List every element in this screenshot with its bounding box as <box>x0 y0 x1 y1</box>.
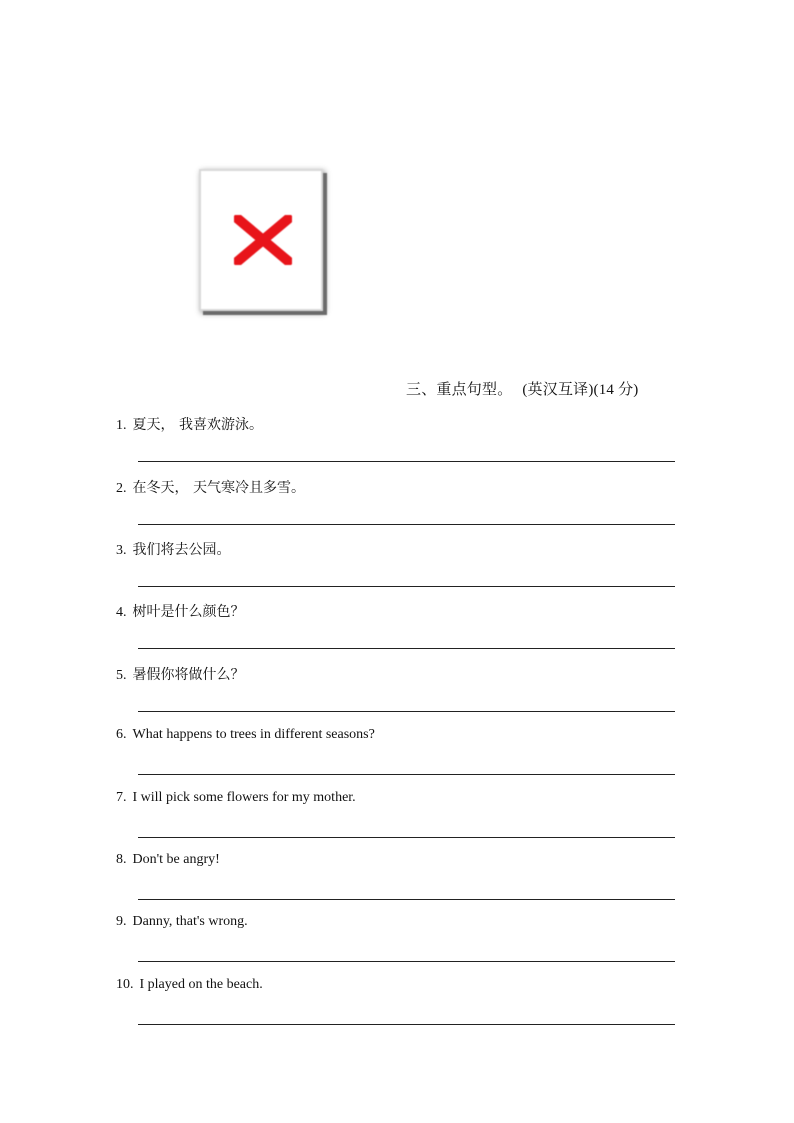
question-text: 树叶是什么颜色？ <box>132 604 245 620</box>
question-prompt <box>116 914 248 930</box>
question-prompt <box>116 601 245 621</box>
answer-line[interactable] <box>138 586 675 587</box>
question-text: 暑假你将做什么？ <box>132 667 245 683</box>
section-title <box>406 378 638 399</box>
question-number: 6. <box>116 727 127 742</box>
section-title-cn: 三、重点句型。 <box>406 380 513 398</box>
question-prompt <box>116 977 263 993</box>
question-prompt <box>116 664 245 684</box>
question-prompt <box>116 477 305 497</box>
question-number: 1. <box>116 418 127 433</box>
answer-line[interactable] <box>138 774 675 775</box>
question-2 <box>116 477 676 541</box>
answer-line[interactable] <box>138 1024 675 1025</box>
question-9 <box>116 914 676 978</box>
question-text: I will pick some flowers for my mother. <box>132 790 356 805</box>
question-text: I played on the beach. <box>139 977 263 992</box>
question-prompt <box>116 852 220 868</box>
question-number: 3. <box>116 543 127 558</box>
question-number: 8. <box>116 852 127 867</box>
question-number: 2. <box>116 481 127 496</box>
question-prompt <box>116 414 263 434</box>
question-10 <box>116 977 676 1041</box>
broken-image-placeholder <box>199 169 323 311</box>
question-prompt <box>116 539 231 559</box>
question-8 <box>116 852 676 916</box>
question-6 <box>116 727 676 791</box>
broken-image-x-icon <box>234 215 292 265</box>
answer-line[interactable] <box>138 899 675 900</box>
question-text: Danny, that's wrong. <box>132 914 248 929</box>
question-4 <box>116 601 676 665</box>
question-number: 9. <box>116 914 127 929</box>
question-text: 我们将去公园。 <box>132 542 231 558</box>
question-prompt <box>116 727 375 743</box>
answer-line[interactable] <box>138 711 675 712</box>
question-text: 在冬天， 天气寒冷且多雪。 <box>132 480 305 496</box>
answer-line[interactable] <box>138 837 675 838</box>
question-7 <box>116 790 676 854</box>
section-title-en: (英汉互译)(14 分) <box>522 382 639 398</box>
question-1 <box>116 414 676 478</box>
answer-line[interactable] <box>138 524 675 525</box>
question-number: 7. <box>116 790 127 805</box>
question-number: 5. <box>116 668 127 683</box>
question-5 <box>116 664 676 728</box>
answer-line[interactable] <box>138 648 675 649</box>
question-number: 10. <box>116 977 134 992</box>
question-number: 4. <box>116 605 127 620</box>
question-text: 夏天， 我喜欢游泳。 <box>132 417 263 433</box>
question-text: Don't be angry! <box>132 852 220 867</box>
answer-line[interactable] <box>138 961 675 962</box>
question-prompt <box>116 790 356 806</box>
answer-line[interactable] <box>138 461 675 462</box>
question-text: What happens to trees in different seasons? <box>132 727 375 742</box>
question-3 <box>116 539 676 603</box>
